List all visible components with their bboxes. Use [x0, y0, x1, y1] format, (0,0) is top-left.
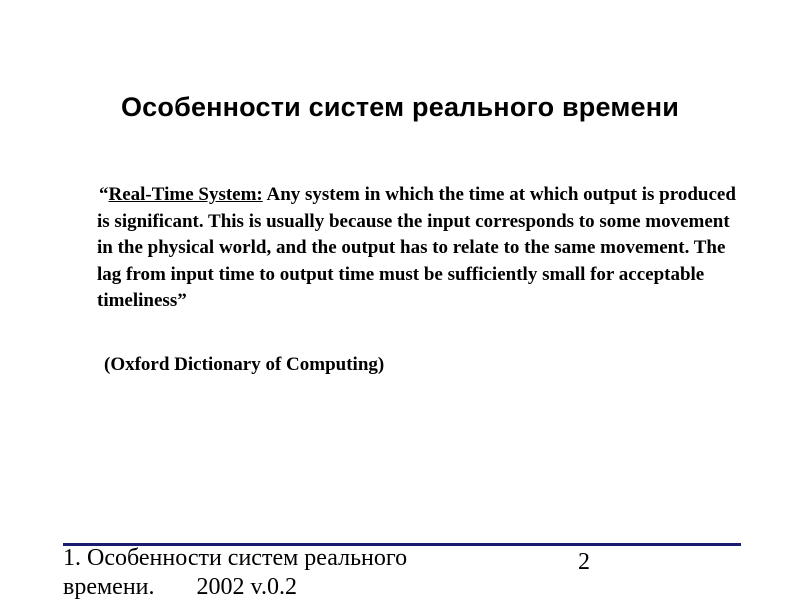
footer-version: 2002 v.0.2 [196, 574, 297, 600]
definition-quote [97, 182, 747, 315]
footer-section-title: 1. Особенности систем реального времени. [63, 545, 408, 600]
defined-term: Real-Time System: [108, 184, 263, 205]
quote-source: (Oxford Dictionary of Computing) [104, 354, 385, 375]
footer-caption [63, 544, 483, 602]
definition-text: Any system in which the time at which output is produced is significant. This is usually because the input corresponds to some movement in the physical world, and the output has to relate to the same movement. The lag from input time to output time must be sufficiently small for acceptable timeliness” [97, 184, 736, 311]
quote-open-mark: “ [99, 184, 109, 205]
page-number: 2 [578, 549, 590, 575]
slide-title: Особенности систем реального времени [120, 92, 680, 122]
